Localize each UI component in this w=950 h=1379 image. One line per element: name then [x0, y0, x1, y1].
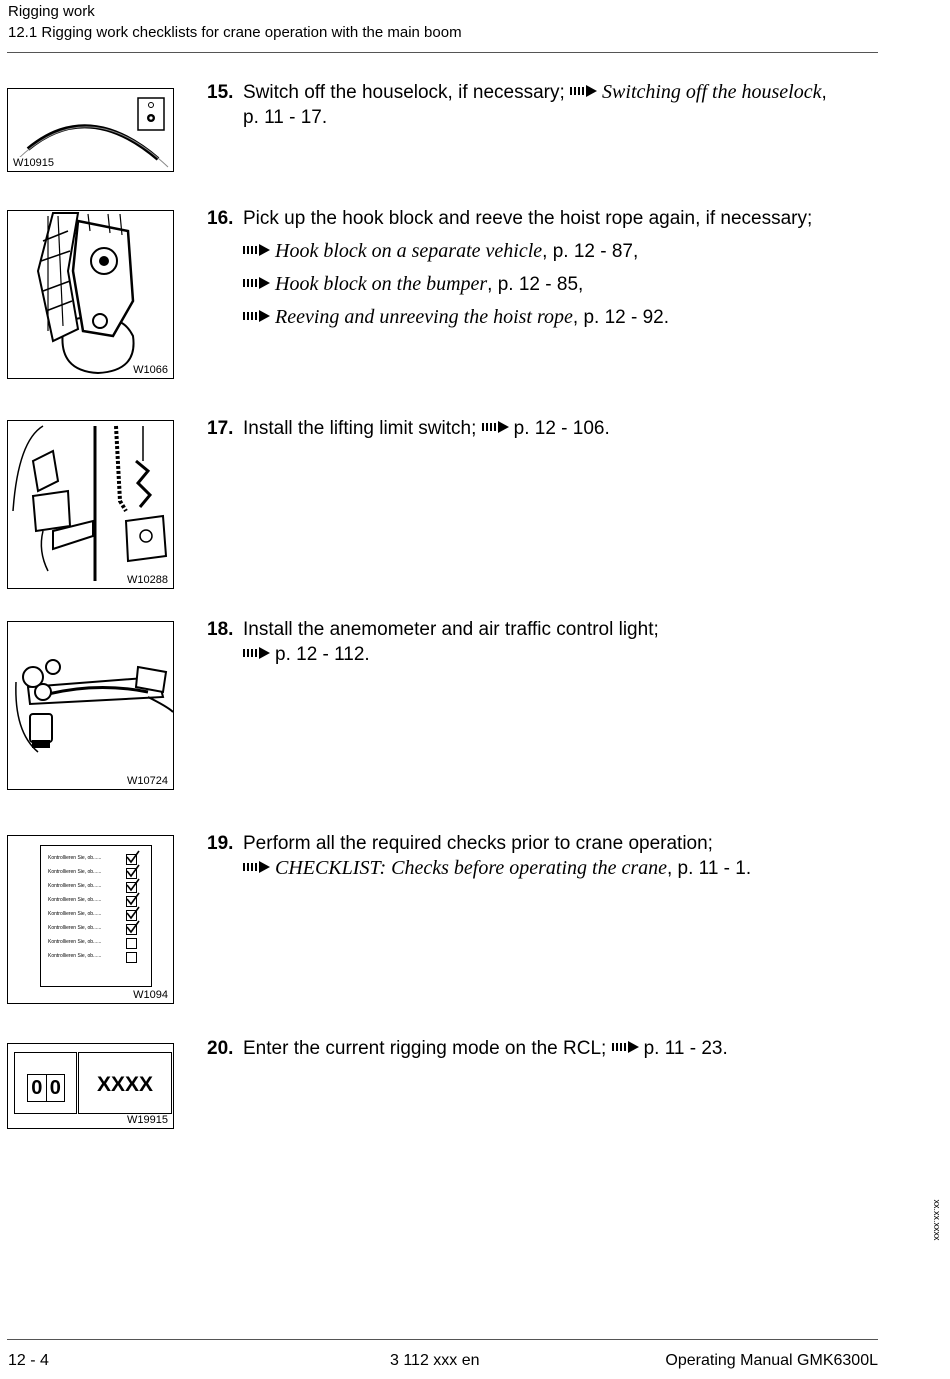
checklist-item-label: Kontrollieren Sie, ob......	[48, 883, 102, 889]
figure-code: W10915	[13, 157, 54, 169]
checklist-item-label: Kontrollieren Sie, ob......	[48, 939, 102, 945]
reference-arrow-icon	[243, 646, 271, 660]
side-date-code	[925, 1190, 949, 1250]
checkmark-icon	[125, 920, 141, 934]
step-19	[207, 831, 877, 881]
figure-code: W1066	[133, 364, 168, 376]
header-section: 12.1 Rigging work checklists for crane operation with the main boom	[8, 24, 462, 41]
reference-arrow-icon	[612, 1040, 640, 1054]
reference-link[interactable]: CHECKLIST: Checks before operating the crane	[275, 857, 667, 879]
step-17	[207, 416, 877, 441]
checklist-item-label: Kontrollieren Sie, ob......	[48, 925, 102, 931]
figure-houselock	[7, 88, 174, 172]
checklist-checkbox	[126, 938, 137, 949]
figure-lifting-limit-switch	[7, 420, 174, 589]
step-15	[207, 80, 877, 130]
checklist-item-label: Kontrollieren Sie, ob......	[48, 869, 102, 875]
reference-item	[243, 239, 877, 264]
footer-doc-number: 3 112 xxx en	[390, 1352, 480, 1369]
step-text: Pick up the hook block and reeve the hoist rope again, if necessary;	[243, 208, 813, 229]
reference-page: , p. 11 - 1.	[667, 858, 752, 879]
step-text: Install the lifting limit switch;	[243, 418, 477, 439]
step-number: 19.	[207, 833, 234, 854]
checkmark-icon	[125, 850, 141, 864]
footer-page-number: 12 - 4	[8, 1352, 49, 1369]
reference-arrow-icon	[570, 84, 598, 98]
step-18	[207, 617, 877, 667]
figure-code: W1094	[133, 989, 168, 1001]
footer-manual-title: Operating Manual GMK6300L	[665, 1352, 878, 1369]
checkmark-icon	[125, 906, 141, 920]
checklist-item-label: Kontrollieren Sie, ob......	[48, 911, 102, 917]
display-code-panel	[78, 1052, 172, 1114]
reference-arrow-icon	[243, 309, 271, 323]
checkmark-icon	[125, 892, 141, 906]
display-digits	[27, 1074, 65, 1102]
checklist-checkbox	[126, 952, 137, 963]
figure-code: W10288	[127, 574, 168, 586]
step-number: 15.	[207, 82, 234, 103]
header-chapter: Rigging work	[8, 3, 95, 20]
step-number: 18.	[207, 619, 234, 640]
reference-link[interactable]: Hook block on the bumper	[275, 273, 488, 295]
reference-arrow-icon	[482, 420, 510, 434]
reference-page[interactable]: p. 12 - 112.	[275, 644, 370, 665]
reference-page: , p. 12 - 92.	[572, 307, 670, 328]
figure-code: W19915	[127, 1114, 168, 1126]
figure-hook-block	[7, 210, 174, 379]
reference-arrow-icon	[243, 243, 271, 257]
step-number: 17.	[207, 418, 234, 439]
reference-page: , p. 12 - 87,	[542, 241, 639, 262]
reference-page: , p. 12 - 85,	[487, 274, 584, 295]
header-divider	[7, 52, 878, 53]
step-number: 20.	[207, 1038, 234, 1059]
reference-item	[243, 272, 877, 297]
figure-code: W10724	[127, 775, 168, 787]
reference-arrow-icon	[243, 860, 271, 874]
footer-divider	[7, 1339, 878, 1340]
display-digit: 0	[49, 1077, 61, 1099]
checkmark-icon	[125, 878, 141, 892]
figure-rcl-display	[7, 1043, 174, 1129]
checklist-item-label: Kontrollieren Sie, ob......	[48, 953, 102, 959]
display-code: XXXX	[96, 1073, 154, 1096]
step-20	[207, 1036, 877, 1061]
display-digit: 0	[28, 1075, 47, 1101]
reference-link[interactable]: Reeving and unreeving the hoist rope	[275, 306, 573, 328]
reference-page[interactable]: p. 11 - 23.	[643, 1038, 728, 1059]
step-16	[207, 206, 877, 330]
reference-page[interactable]: p. 12 - 106.	[513, 418, 610, 439]
checkmark-icon	[125, 864, 141, 878]
reference-link[interactable]: Switching off the houselock	[602, 81, 822, 103]
step-text: Switch off the houselock, if necessary;	[243, 82, 565, 103]
anemometer-illustration	[8, 622, 174, 790]
step-text: Perform all the required checks prior to crane operation;	[243, 833, 713, 854]
checklist-item-label: Kontrollieren Sie, ob......	[48, 855, 102, 861]
reference-arrow-icon	[243, 276, 271, 290]
reference-item	[243, 305, 877, 330]
figure-anemometer	[7, 621, 174, 790]
reference-page: p. 11 - 17.	[243, 107, 328, 128]
checklist-item-label: Kontrollieren Sie, ob......	[48, 897, 102, 903]
side-date-code-text: xx.xx.xxxx	[932, 1199, 942, 1241]
step-text: Enter the current rigging mode on the RCL;	[243, 1038, 607, 1059]
display-digit-panel	[14, 1052, 77, 1114]
step-number: 16.	[207, 208, 234, 229]
lifting-limit-switch-illustration	[8, 421, 174, 589]
step-text: Install the anemometer and air traffic control light;	[243, 619, 659, 640]
hook-block-illustration	[8, 211, 174, 379]
reference-link[interactable]: Hook block on a separate vehicle	[275, 240, 543, 262]
figure-checklist	[7, 835, 174, 1004]
reference-suffix: ,	[821, 82, 827, 103]
